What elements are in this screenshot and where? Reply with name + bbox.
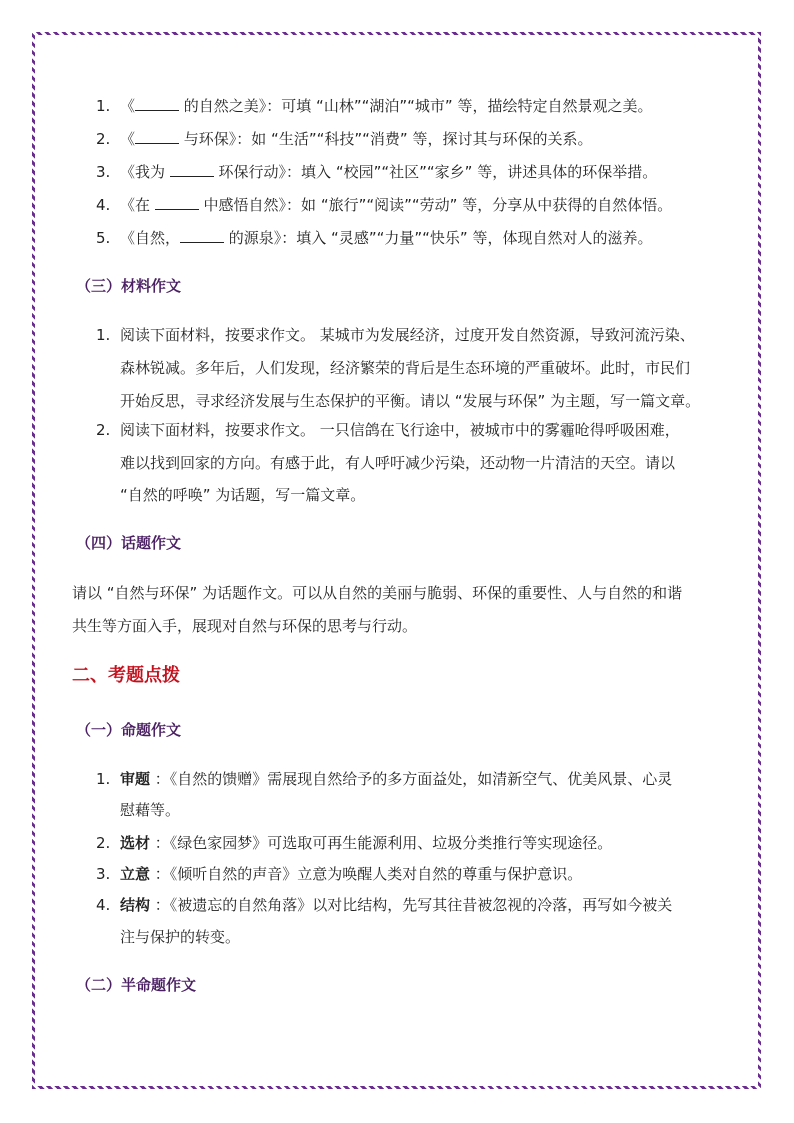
blank-line — [155, 193, 199, 210]
list-item-continuation: “自然的呼唤” 为话题，写一篇文章。 — [120, 486, 366, 504]
list-item-continuation: 森林锐减。多年后，人们发现，经济繁荣的背后是生态环境的严重破坏。此时，市民们 — [120, 359, 691, 377]
list-item: 2. 阅读下面材料，按要求作文。 一只信鸽在飞行途中，被城市中的雾霾呛得呼吸困难， — [96, 414, 680, 447]
list-number: 2. — [96, 834, 111, 852]
section-heading: （四）话题作文 — [76, 534, 182, 552]
blank-line — [170, 160, 214, 177]
list-number: 4. — [96, 896, 111, 914]
list-number: 1. — [96, 326, 111, 344]
list-number: 4. — [96, 196, 111, 214]
list-item: 5. 《自然， 的源泉》：填入 “灵感”“力量”“快乐” 等，体现自然对人的滋养。 — [96, 222, 652, 255]
blank-line — [135, 127, 179, 144]
list-number: 1. — [96, 97, 111, 115]
section-heading: （二）半命题作文 — [76, 976, 197, 994]
list-number: 2. — [96, 130, 111, 148]
blank-line — [135, 94, 179, 111]
item-label: 选材 — [120, 834, 151, 852]
paragraph-line: 请以 “自然与环保” 为话题作文。可以从自然的美丽与脆弱、环保的重要性、人与自然的和谐 — [72, 584, 683, 602]
paragraph-line: 共生等方面入手，展现对自然与环保的思考与行动。 — [72, 617, 418, 635]
list-item-continuation: 慰藉等。 — [120, 801, 181, 819]
item-label: 结构 — [120, 896, 151, 914]
item-label: 审题 — [120, 770, 151, 788]
list-item: 1. 《 的自然之美》：可填 “山林”“湖泊”“城市” 等，描绘特定自然景观之美。 — [96, 90, 652, 123]
list-item: 2. 《 与环保》：如 “生活”“科技”“消费” 等，探讨其与环保的关系。 — [96, 123, 592, 156]
section-heading: （三）材料作文 — [76, 277, 182, 295]
list-item: 1. 阅读下面材料，按要求作文。 某城市为发展经济，过度开发自然资源，导致河流污染、 — [96, 319, 695, 352]
list-item: 2. 选材 ：《绿色家园梦》可选取可再生能源利用、垃圾分类推行等实现途径。 — [96, 827, 612, 860]
list-item: 3. 《我为 环保行动》：填入 “校园”“社区”“家乡” 等，讲述具体的环保举措。 — [96, 156, 657, 189]
item-label: 立意 — [120, 865, 151, 883]
list-item-continuation: 开始反思，寻求经济发展与生态保护的平衡。请以 “发展与环保” 为主题，写一篇文章。 — [120, 392, 701, 410]
list-item-continuation: 注与保护的转变。 — [120, 928, 241, 946]
list-item: 4. 《在 中感悟自然》：如 “旅行”“阅读”“劳动” 等，分享从中获得的自然体悟。 — [96, 189, 672, 222]
list-number: 2. — [96, 421, 111, 439]
list-item: 4. 结构 ：《被遗忘的自然角落》以对比结构，先写其往昔被忽视的冷落，再写如今被关 — [96, 889, 672, 922]
list-item-continuation: 难以找到回家的方向。有感于此，有人呼吁减少污染，还动物一片清洁的天空。请以 — [120, 454, 676, 472]
list-item: 1. 审题 ：《自然的馈赠》需展现自然给予的多方面益处，如清新空气、优美风景、心灵 — [96, 763, 672, 796]
list-number: 3. — [96, 163, 111, 181]
blank-line — [180, 226, 224, 243]
list-item: 3. 立意 ：《倾听自然的声音》立意为唤醒人类对自然的尊重与保护意识。 — [96, 858, 582, 891]
section-heading: （一）命题作文 — [76, 721, 182, 739]
chapter-heading: 二、考题点拨 — [72, 665, 180, 686]
list-number: 1. — [96, 770, 111, 788]
list-number: 5. — [96, 229, 111, 247]
list-number: 3. — [96, 865, 111, 883]
